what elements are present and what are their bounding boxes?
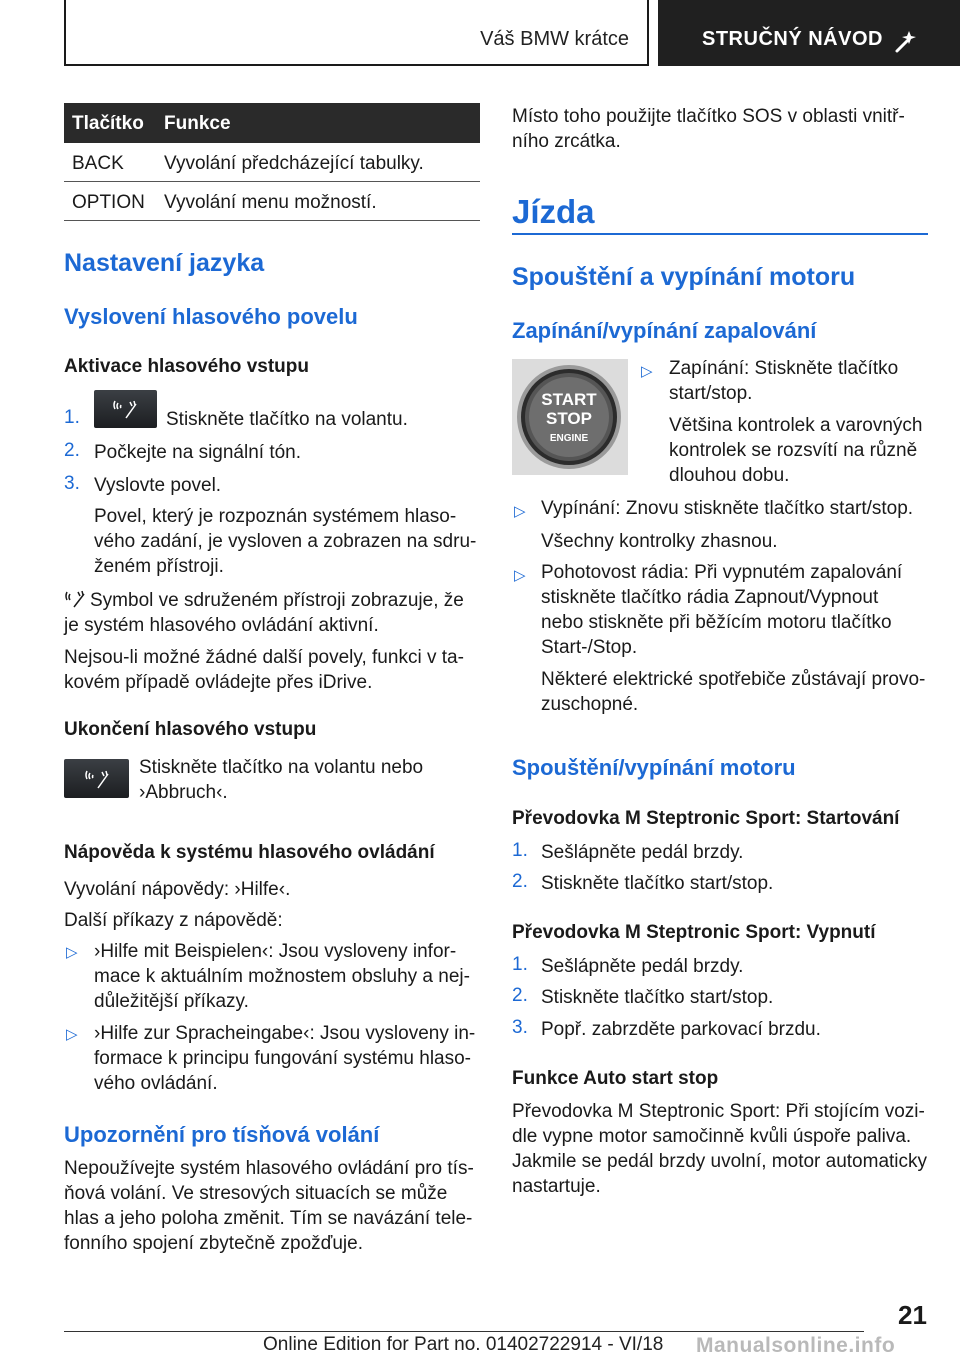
text-line: zuschopné. [541, 694, 639, 715]
heading-auto-start-stop: Funkce Auto start stop [512, 1068, 719, 1089]
stop-label: STOP [546, 409, 592, 428]
table-header-button: Tlačítko [72, 113, 144, 134]
header-left-box [64, 0, 649, 66]
table-cell: OPTION [72, 192, 145, 213]
step-number: 2. [512, 985, 528, 1006]
no-more-commands-paragraph [64, 645, 464, 695]
bullet-item [94, 1021, 475, 1096]
text-line: formace k principu fungování systému hlaso- [94, 1048, 472, 1069]
step-text: Sešlápněte pedál brzdy. [541, 956, 744, 977]
text-line: stiskněte tlačítko rádia Zapnout/Vypnout [541, 587, 879, 608]
heading-engine: Spouštění/vypínání motoru [512, 755, 796, 780]
bullet-triangle-icon: ▷ [514, 567, 526, 584]
table-header [64, 103, 480, 143]
heading-engine-start-stop: Spouštění a vypínání motoru [512, 263, 856, 291]
heading-end-voice-input: Ukončení hlasového vstupu [64, 719, 317, 740]
text-line: důležitější příkazy. [94, 991, 249, 1012]
text-line: fonního spojení zbytečně zpožďuje. [64, 1233, 363, 1254]
voice-button-image [64, 759, 129, 798]
bullet-triangle-icon: ▷ [514, 503, 526, 520]
text-line: Převodovka M Steptronic Sport: Při stojícím vozi- [512, 1101, 925, 1122]
text-line: ňová volání. Ve stresových situacích se může [64, 1183, 448, 1204]
text-line: Většina kontrolek a varovných [669, 415, 923, 436]
ignition-on-detail [669, 413, 922, 488]
ignition-off-item: Vypínání: Znovu stiskněte tlačítko start/stop. [541, 498, 914, 519]
heading-emergency-calls: Upozornění pro tísňová volání [64, 1122, 380, 1147]
start-stop-button-image [512, 359, 628, 475]
table-row [64, 182, 480, 221]
header-chapter-tab [658, 0, 960, 66]
text-line: Nejsou-li možné žádné další povely, funkci v ta- [64, 647, 464, 668]
step3-detail [94, 504, 476, 579]
text-line: Nepoužívejte systém hlasového ovládání pro tís- [64, 1158, 474, 1179]
text-line: start/stop. [669, 383, 753, 404]
table-cell: Vyvolání předcházející tabulky. [164, 153, 424, 174]
text-line: nebo stiskněte při běžícím motoru tlačítko [541, 612, 892, 633]
engine-label: ENGINE [549, 433, 589, 444]
step-number: 1. [512, 840, 528, 861]
text-line: ›Abbruch‹. [139, 782, 228, 803]
text-line: mace k aktuálním možnostem obsluhy a nej- [94, 966, 470, 987]
footer-edition: Online Edition for Part no. 01402722914 - VI/18 [263, 1334, 664, 1355]
step-text: Stiskněte tlačítko na volantu. [166, 409, 408, 430]
lightning-wand-icon [894, 28, 920, 54]
text-line: Stiskněte tlačítko na volantu nebo [139, 757, 424, 778]
step-number: 2. [64, 440, 80, 461]
step-number: 1. [512, 954, 528, 975]
text-line: ›Hilfe zur Spracheingabe‹: Jsou vysloveny in- [94, 1023, 476, 1044]
heading-stop-steptronic: Převodovka M Steptronic Sport: Vypnutí [512, 922, 876, 943]
text-line: kontrolek se rozsvítí na různě [669, 440, 918, 461]
heading-voice-help: Nápověda k systému hlasového ovládání [64, 842, 435, 863]
heading-driving: Jízda [512, 193, 595, 230]
help-call-text: Vyvolání nápovědy: ›Hilfe‹. [64, 879, 291, 900]
text-line: Pohotovost rádia: Při vypnutém zapalování [541, 562, 903, 583]
bullet-item [94, 939, 470, 1014]
header-chapter-title: STRUČNÝ NÁVOD [702, 28, 883, 50]
heading-language-settings: Nastavení jazyka [64, 249, 265, 277]
text-line: dle vypne motor samočinně kvůli úspoře paliva. [512, 1126, 912, 1147]
text-line: ního zrcátka. [512, 131, 621, 152]
start-stop-button-icon [512, 359, 628, 475]
table-row [64, 143, 480, 182]
section-divider [512, 233, 928, 235]
table-cell: BACK [72, 153, 124, 174]
voice-button-image [94, 390, 157, 428]
table-header-function: Funkce [164, 113, 231, 134]
help-more-text: Další příkazy z nápovědě: [64, 910, 283, 931]
heading-start-steptronic: Převodovka M Steptronic Sport: Startování [512, 808, 900, 829]
watermark: Manualsonline.info [696, 1334, 896, 1357]
text-line: Symbol ve sdruženém přístroji zobrazuje, že [90, 590, 464, 611]
bullet-triangle-icon: ▷ [641, 363, 653, 380]
symbol-paragraph [64, 588, 480, 638]
step-number: 2. [512, 871, 528, 892]
text-line: hlas a jeho poloha změnit. Tím se navázání tele- [64, 1208, 473, 1229]
text-line: Start-/Stop. [541, 637, 638, 658]
voice-command-icon [112, 398, 138, 420]
heading-activate-voice-input: Aktivace hlasového vstupu [64, 356, 309, 377]
ignition-on-item [669, 356, 898, 406]
auto-start-stop-paragraph [512, 1099, 927, 1199]
sos-paragraph [512, 104, 905, 154]
step-number: 1. [64, 407, 80, 428]
text-line: ženém přístroji. [94, 556, 224, 577]
ignition-off-detail: Všechny kontrolky zhasnou. [541, 531, 778, 552]
text-line: Místo toho použijte tlačítko SOS v oblasti vnitř- [512, 106, 905, 127]
text-line: je systém hlasového ovládání aktivní. [64, 615, 379, 636]
button-function-table [64, 103, 480, 221]
step-number: 3. [64, 473, 80, 494]
step-text: Popř. zabrzděte parkovací brzdu. [541, 1019, 821, 1040]
text-line: ›Hilfe mit Beispielen‹: Jsou vysloveny infor- [94, 941, 457, 962]
end-voice-text [139, 755, 423, 805]
footer-divider [64, 1331, 864, 1332]
text-line: vého ovládání. [94, 1073, 218, 1094]
text-line: nastartuje. [512, 1176, 601, 1197]
radio-ready-item [541, 560, 902, 660]
start-label: START [541, 390, 597, 409]
text-line: kovém případě ovládejte přes iDrive. [64, 672, 373, 693]
step-text: Počkejte na signální tón. [94, 442, 302, 463]
heading-ignition: Zapínání/vypínání zapalování [512, 318, 817, 343]
text-line: Některé elektrické spotřebiče zůstávají provo- [541, 669, 926, 690]
page-number: 21 [898, 1300, 927, 1330]
radio-ready-detail [541, 667, 925, 717]
text-line: Zapínání: Stiskněte tlačítko [669, 358, 899, 379]
emergency-paragraph [64, 1156, 474, 1256]
text-line: Povel, který je rozpoznán systémem hlaso- [94, 506, 457, 527]
text-line: vého zadání, je vysloven a zobrazen na sdru- [94, 531, 477, 552]
heading-voice-command: Vyslovení hlasového povelu [64, 304, 358, 329]
step-text: Stiskněte tlačítko start/stop. [541, 873, 774, 894]
step-text: Sešlápněte pedál brzdy. [541, 842, 744, 863]
header-section-title: Váš BMW krátce [480, 28, 629, 50]
bullet-triangle-icon: ▷ [66, 1026, 78, 1043]
step-text: Stiskněte tlačítko start/stop. [541, 987, 774, 1008]
step-text: Vyslovte povel. [94, 475, 222, 496]
voice-command-icon [84, 768, 110, 790]
table-cell: Vyvolání menu možností. [164, 192, 377, 213]
step-number: 3. [512, 1017, 528, 1038]
text-line: dlouhou dobu. [669, 465, 790, 486]
text-line: Jakmile se pedál brzdy uvolní, motor automaticky [512, 1151, 928, 1172]
bullet-triangle-icon: ▷ [66, 944, 78, 961]
